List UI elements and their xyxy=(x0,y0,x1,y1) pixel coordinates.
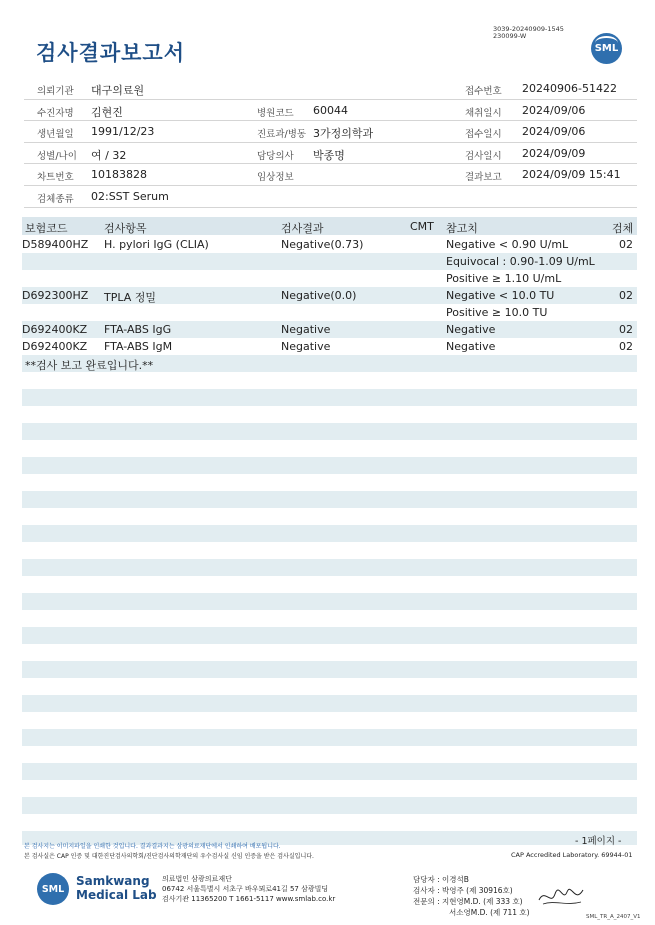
staff-line-4: 서소영M.D. (제 711 호) xyxy=(449,908,530,917)
table-row xyxy=(22,338,637,355)
collect-date-label: 채취일시 xyxy=(465,107,502,119)
certification-notice: 본 검사실은 CAP 인증 및 대한진단검사의학회/진단검사의학재단의 우수검사실 신임 인증을 받은 검사실입니다. xyxy=(24,853,314,860)
receipt-no-label: 접수번호 xyxy=(465,86,502,97)
receive-date-value: 2024/09/06 xyxy=(522,125,586,139)
row-reference: Positive ≥ 1.10 U/mL xyxy=(446,272,562,285)
test-date-value: 2024/09/09 xyxy=(522,146,586,160)
header-specimen: 검체 xyxy=(612,222,634,235)
patient-info-block xyxy=(24,78,637,208)
dob-label: 생년월일 xyxy=(37,129,74,141)
address-line-1: 의료법인 삼광의료재단 xyxy=(162,875,232,883)
blank-stripe xyxy=(22,797,637,814)
row-specimen: 02 xyxy=(619,289,633,302)
page-number: - 1페이지 - xyxy=(575,836,622,847)
report-complete-row xyxy=(22,355,637,372)
info-row-1 xyxy=(24,78,637,100)
dept-value: 3가정의학과 xyxy=(313,127,374,141)
table-row xyxy=(22,253,637,270)
blank-stripe xyxy=(22,627,637,644)
receive-date-label: 접수일시 xyxy=(465,129,502,141)
row-code: D692400KZ xyxy=(22,340,88,353)
blank-stripe xyxy=(22,729,637,746)
results-table-body xyxy=(22,236,637,372)
footer-logo-text: SML xyxy=(41,883,65,895)
sml-logo xyxy=(591,33,622,64)
row-specimen: 02 xyxy=(619,323,633,336)
receipt-no-value: 20240906-51422 xyxy=(522,82,617,95)
row-reference: Negative xyxy=(446,340,496,353)
results-table-header xyxy=(22,217,637,235)
row-result: Negative(0.73) xyxy=(281,238,364,251)
test-date-label: 검사일시 xyxy=(465,150,502,162)
doctor-label: 담당의사 xyxy=(257,150,294,162)
row-code: D589400HZ xyxy=(22,238,89,251)
blank-stripe xyxy=(22,559,637,576)
staff-line-1: 담당자 : 이경석B xyxy=(413,875,469,884)
report-date-label: 결과보고 xyxy=(465,172,502,184)
lab-name-line-1: Samkwang xyxy=(76,874,150,888)
row-reference: Negative < 0.90 U/mL xyxy=(446,238,569,251)
staff-line-2: 검사자 : 박영주 (제 30916호) xyxy=(413,886,513,895)
info-row-5 xyxy=(24,164,637,186)
chart-no-label: 차트번호 xyxy=(37,172,74,184)
document-code xyxy=(493,26,564,40)
sex-age-value: 여 / 32 xyxy=(91,148,127,162)
table-row xyxy=(22,321,637,338)
row-specimen: 02 xyxy=(619,340,633,353)
blank-stripe xyxy=(22,423,637,440)
doctor-value: 박종명 xyxy=(313,148,345,162)
row-item: FTA-ABS IgG xyxy=(104,323,172,336)
clinical-label: 임상정보 xyxy=(257,172,294,184)
specimen-value: 02:SST Serum xyxy=(91,189,169,203)
patient-label: 수진자명 xyxy=(37,107,74,119)
blank-stripe xyxy=(22,457,637,474)
lab-name xyxy=(76,874,157,902)
dob-value: 1991/12/23 xyxy=(91,125,155,139)
document-code-line-1: 3039-20240909-1545 xyxy=(493,25,564,33)
row-code: D692300HZ xyxy=(22,289,89,302)
blank-stripe xyxy=(22,695,637,712)
document-code-line-2: 230099-W xyxy=(493,32,527,40)
blank-stripe xyxy=(22,593,637,610)
row-result: Negative xyxy=(281,323,331,336)
patient-value: 김현진 xyxy=(91,105,123,119)
blank-stripe xyxy=(22,525,637,542)
row-reference: Negative xyxy=(446,323,496,336)
hospital-code-label: 병원코드 xyxy=(257,107,294,119)
row-reference: Equivocal : 0.90-1.09 U/mL xyxy=(446,255,595,268)
header-result: 검사결과 xyxy=(281,222,324,235)
info-row-3 xyxy=(24,121,637,143)
page-title: 검사결과보고서 xyxy=(36,41,186,65)
header-test-item: 검사항목 xyxy=(104,222,147,235)
print-notice: 본 검사지는 이미지파일을 인쇄한 것입니다. 결과결과지는 삼광의료재단에서 인쇄하여 배포됩니다. xyxy=(24,843,281,850)
row-reference: Negative < 10.0 TU xyxy=(446,289,555,302)
dept-label: 진료과/병동 xyxy=(257,129,307,141)
institution-value: 대구의료원 xyxy=(91,84,145,97)
row-result: Negative xyxy=(281,340,331,353)
info-row-6 xyxy=(24,186,637,208)
address-line-2: 06742 서울특별시 서초구 바우뫼로41길 57 삼광빌딩 xyxy=(162,885,329,893)
table-row xyxy=(22,304,637,321)
report-complete-text: **검사 보고 완료입니다.** xyxy=(25,359,154,372)
blank-stripe xyxy=(22,661,637,678)
collect-date-value: 2024/09/06 xyxy=(522,103,586,117)
form-code: SML_TR_A_2407_V1 xyxy=(586,914,641,920)
blank-stripe xyxy=(22,389,637,406)
sex-age-label: 성별/나이 xyxy=(37,150,77,162)
table-row xyxy=(22,270,637,287)
header-cmt: CMT xyxy=(410,220,434,233)
specimen-label: 검체종류 xyxy=(37,193,74,205)
row-item: FTA-ABS IgM xyxy=(104,340,173,353)
row-specimen: 02 xyxy=(619,238,633,251)
staff-line-3: 전문의 : 지현영M.D. (제 333 호) xyxy=(413,897,523,906)
row-result: Negative(0.0) xyxy=(281,289,357,302)
header-insurance-code: 보험코드 xyxy=(25,222,68,235)
row-item: H. pylori IgG (CLIA) xyxy=(104,238,209,251)
staff-info xyxy=(413,874,530,918)
lab-name-line-2: Medical Lab xyxy=(76,888,157,902)
footer-sml-logo xyxy=(37,873,69,905)
chart-no-value: 10183828 xyxy=(91,168,147,182)
signature-image xyxy=(535,882,587,910)
info-row-2 xyxy=(24,100,637,122)
lab-address xyxy=(162,874,335,904)
row-item: TPLA 정밀 xyxy=(104,291,157,304)
address-line-3: 검사기관 11365200 T 1661-5117 www.smlab.co.kr xyxy=(162,895,336,903)
blank-stripe xyxy=(22,763,637,780)
row-code: D692400KZ xyxy=(22,323,88,336)
sml-logo-text: SML xyxy=(594,43,619,54)
table-row xyxy=(22,287,637,304)
report-date-value: 2024/09/09 15:41 xyxy=(522,168,621,182)
blank-stripe xyxy=(22,491,637,508)
cap-accreditation: CAP Accredited Laboratory. 69944-01 xyxy=(511,851,633,859)
row-reference: Positive ≥ 10.0 TU xyxy=(446,306,548,319)
institution-label: 의뢰기관 xyxy=(37,86,74,97)
info-row-4 xyxy=(24,143,637,165)
table-row xyxy=(22,236,637,253)
hospital-code-value: 60044 xyxy=(313,103,348,117)
header-reference: 참고치 xyxy=(446,222,478,235)
